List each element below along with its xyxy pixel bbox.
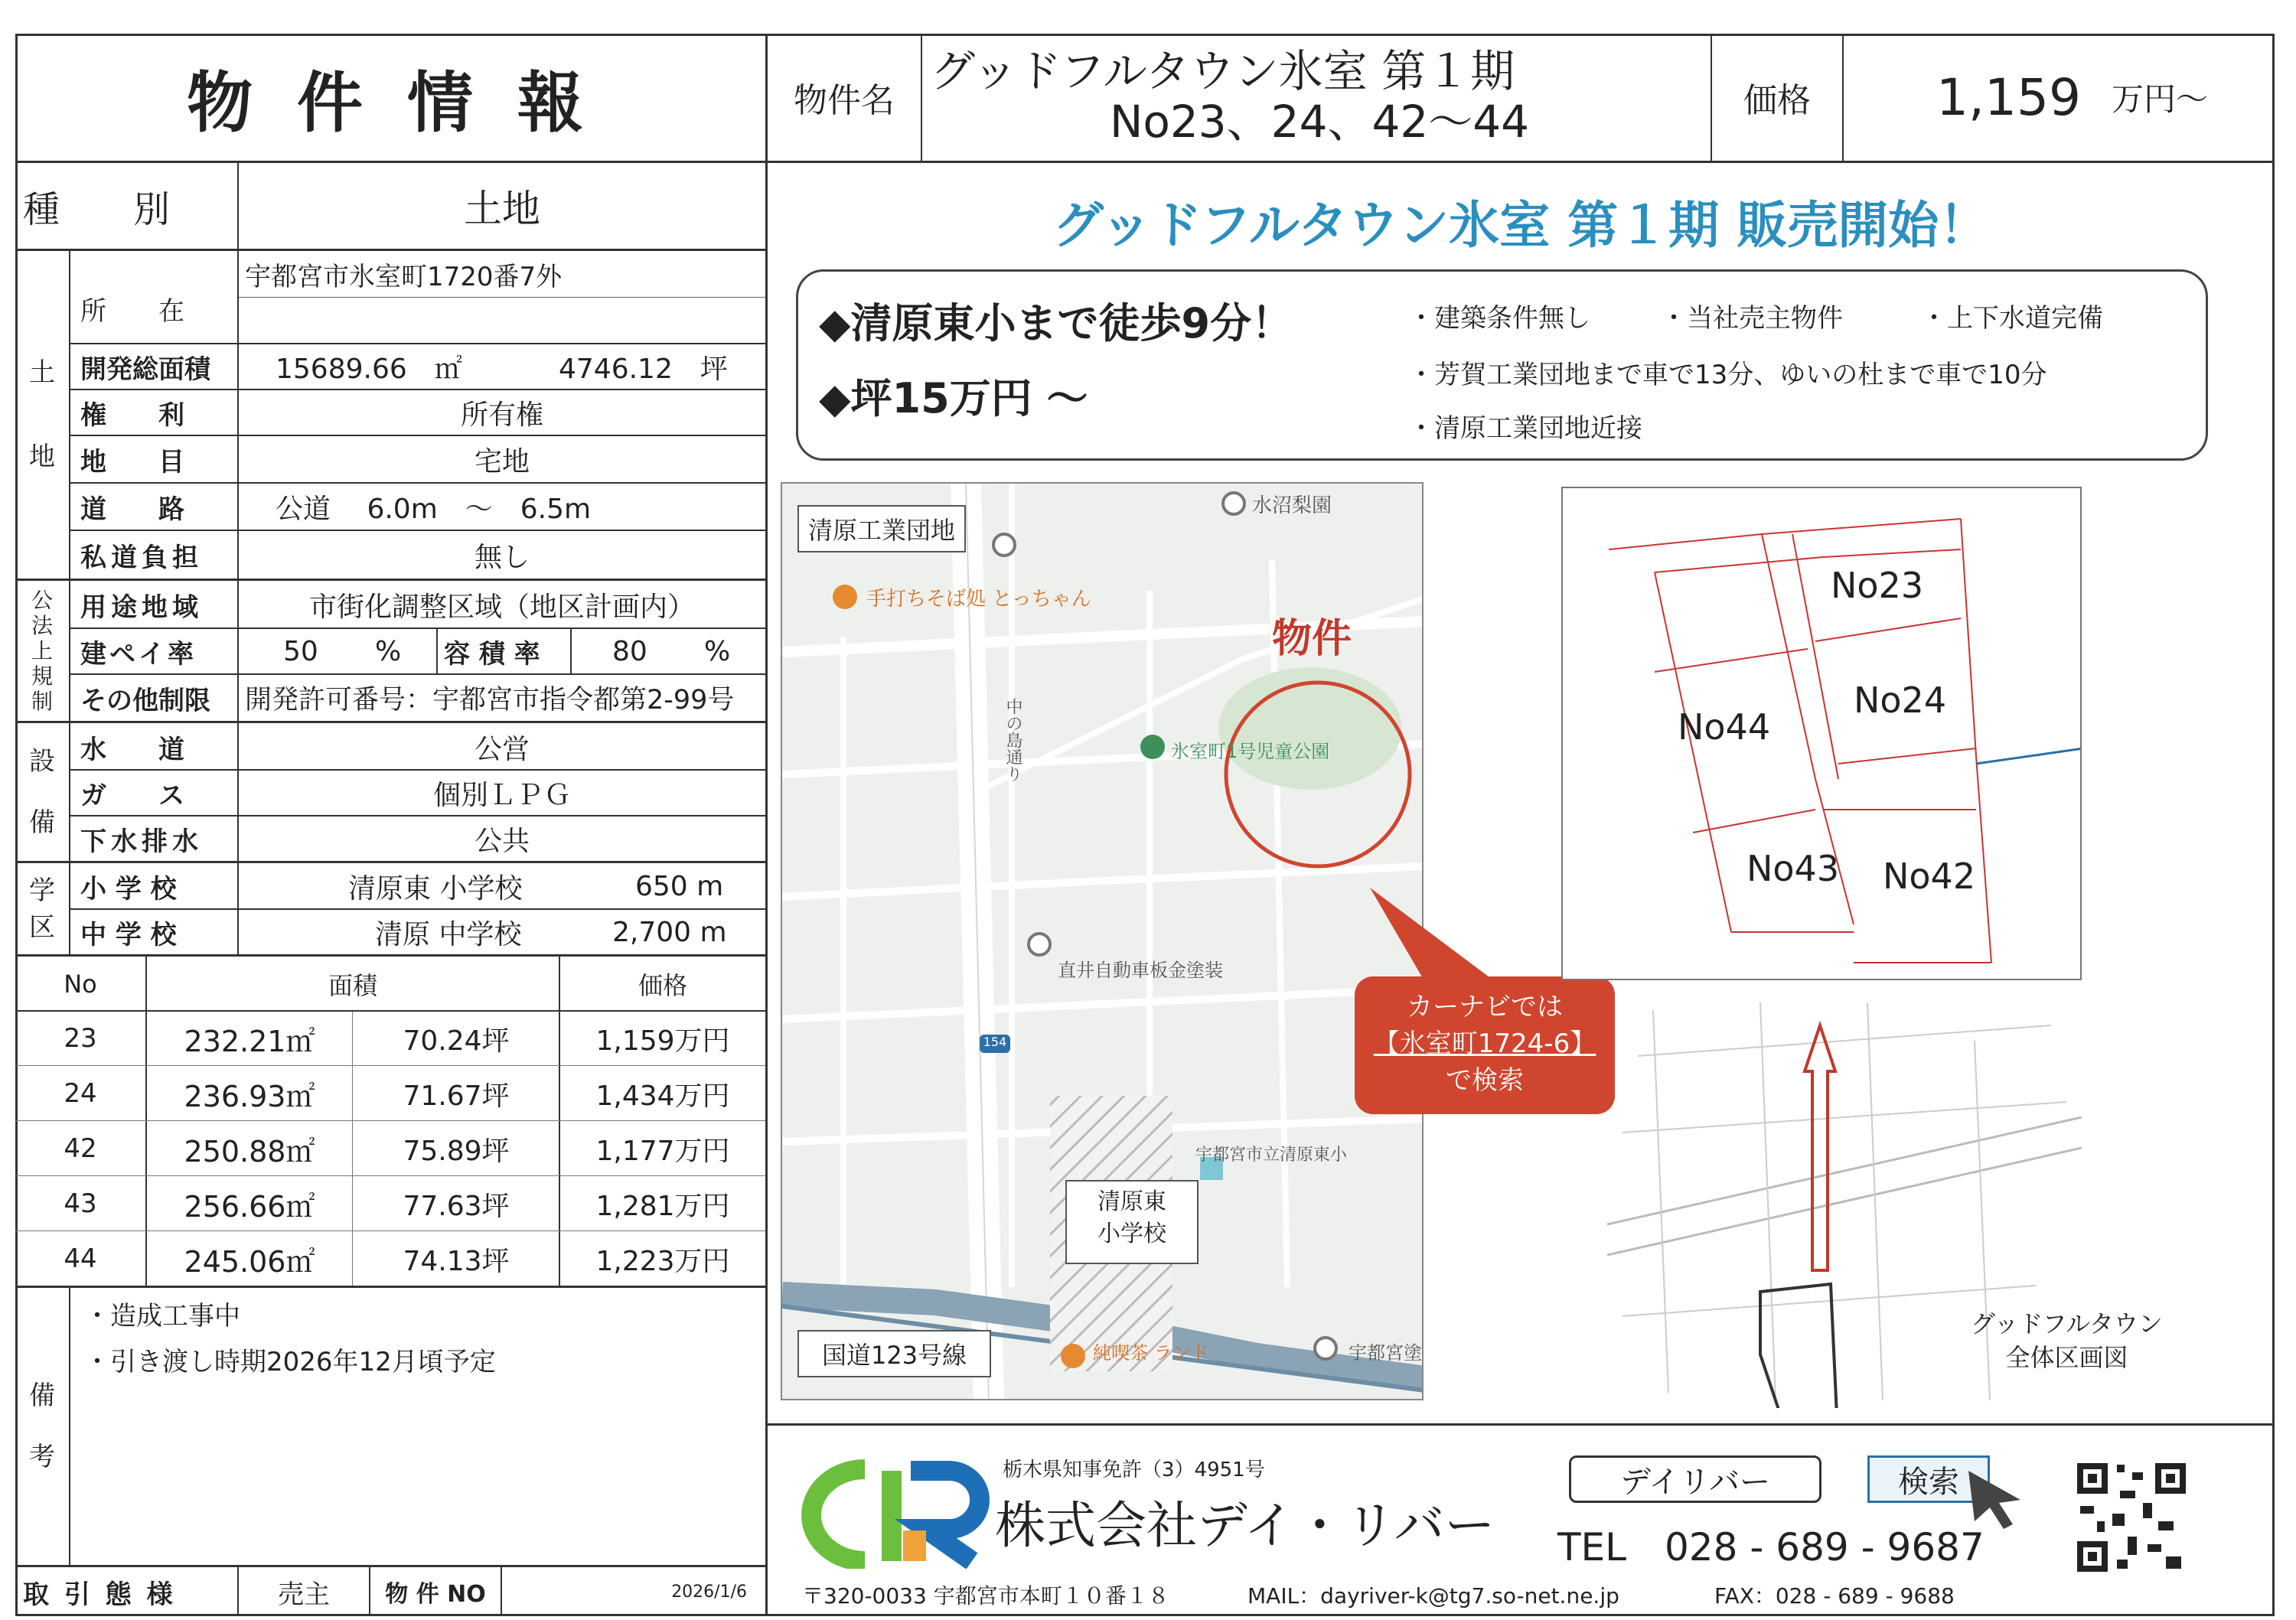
land-group-label: 土 地 bbox=[29, 357, 55, 472]
property-name bbox=[926, 46, 1707, 153]
map-label-route123: 国道123号線 bbox=[797, 1330, 991, 1377]
private-road-value: 無し bbox=[474, 541, 530, 573]
coverage-unit: % bbox=[375, 635, 402, 667]
water-value: 公営 bbox=[474, 733, 530, 765]
lot-label-no44: No44 bbox=[1678, 706, 1771, 748]
lot-price: 1,177万円 bbox=[595, 1135, 730, 1167]
far-unit: % bbox=[704, 635, 731, 667]
promo-headline: グッドフルタウン氷室 第１期 販売開始！ bbox=[1052, 195, 1990, 255]
promo-feature: ・上下水道完備 bbox=[1921, 303, 2103, 334]
gas-label: ガ ス bbox=[80, 780, 184, 811]
landcat-value: 宅地 bbox=[474, 445, 530, 478]
coverage-label: 建ペイ率 bbox=[80, 638, 197, 670]
far-label: 容 積 率 bbox=[444, 638, 540, 670]
navi-line3: で検索 bbox=[1446, 1065, 1524, 1096]
map-school-box: 清原東 小学校 bbox=[1065, 1180, 1199, 1264]
lot-area-m2: 236.93㎡ bbox=[184, 1079, 315, 1113]
company-logo bbox=[796, 1454, 995, 1569]
lot-no: 44 bbox=[64, 1244, 97, 1274]
type-value: 土地 bbox=[464, 187, 540, 231]
remarks-label: 備 考 bbox=[29, 1380, 55, 1472]
road-label: 道 路 bbox=[80, 494, 184, 525]
lot-area-tsubo: 71.67坪 bbox=[403, 1080, 510, 1112]
private-road-label: 私道負担 bbox=[80, 542, 203, 573]
map-label-auto: 直井自動車板金塗装 bbox=[1058, 960, 1223, 981]
road-value: 公道 6.0m 〜 6.5m bbox=[276, 493, 592, 525]
map-label-school: 宇都宮市立清原東小 bbox=[1195, 1146, 1348, 1165]
lot-area-m2: 250.88㎡ bbox=[184, 1134, 315, 1169]
lots-header-no: No bbox=[64, 970, 97, 999]
promo-feature: ・当社売主物件 bbox=[1661, 303, 1843, 334]
lot-area-tsubo: 75.89坪 bbox=[403, 1135, 510, 1167]
lot-no: 23 bbox=[64, 1023, 97, 1054]
transaction-value: 売主 bbox=[278, 1579, 330, 1610]
lot-area-m2: 232.21㎡ bbox=[184, 1024, 315, 1058]
gas-value: 個別ＬＰＧ bbox=[432, 779, 571, 811]
remarks-item: ・造成工事中 bbox=[84, 1301, 240, 1332]
facility-group-label: 設 備 bbox=[29, 746, 55, 838]
price-value bbox=[1852, 34, 2269, 161]
landcat-label: 地 目 bbox=[80, 446, 184, 478]
transaction-label: 取 引 態 様 bbox=[23, 1579, 176, 1610]
elementary-label: 小 学 校 bbox=[80, 874, 177, 905]
navi-line2: 【氷室町1724-6】 bbox=[1373, 1028, 1596, 1059]
company-address: 〒320-0033 宇都宮市本町１０番１８ bbox=[802, 1583, 1169, 1609]
lot-area-m2: 245.06㎡ bbox=[184, 1244, 315, 1279]
price-unit: 万円〜 bbox=[2111, 80, 2208, 118]
lot-no: 42 bbox=[64, 1133, 97, 1164]
company-license: 栃木県知事免許（3）4951号 bbox=[1003, 1459, 1265, 1481]
map-label-restaurant: 手打ちそば処 とっちゃん bbox=[866, 588, 1091, 611]
lot-price: 1,281万円 bbox=[595, 1190, 730, 1222]
lot-plan-lines bbox=[1563, 488, 2082, 980]
search-button[interactable]: 検索 bbox=[1867, 1455, 1990, 1503]
elementary-distance: 650 m bbox=[635, 871, 724, 902]
map-label-industrial: 清原工業団地 bbox=[797, 505, 966, 552]
route-154-icon: 154 bbox=[980, 1035, 1010, 1053]
dev-area-tsubo: 4746.12 坪 bbox=[559, 353, 728, 385]
junior-label: 中 学 校 bbox=[80, 919, 177, 950]
lot-price: 1,223万円 bbox=[595, 1245, 730, 1277]
map-label-park: 氷室町1号児童公園 bbox=[1171, 741, 1330, 762]
far-value: 80 bbox=[612, 635, 647, 667]
property-name-line1: グッドフルタウン氷室 第１期 bbox=[931, 45, 1515, 97]
map-label-utsunomiya: 宇都宮塗 bbox=[1349, 1342, 1422, 1364]
property-name-label: 物件名 bbox=[794, 81, 895, 120]
promo-feature: ・芳賀工業団地まで車で13分、ゆいの杜まで車で10分 bbox=[1408, 360, 2047, 390]
lot-label-no42: No42 bbox=[1883, 856, 1976, 897]
dev-area-m2: 15689.66 ㎡ bbox=[276, 353, 462, 385]
property-no-label: 物 件 NO bbox=[385, 1581, 486, 1608]
other-restriction-label: その他制限 bbox=[80, 685, 210, 716]
lot-label-no43: No43 bbox=[1746, 848, 1840, 889]
overall-plan-caption-line2: 全体区画図 bbox=[2005, 1343, 2128, 1372]
junior-distance: 2,700 m bbox=[612, 916, 727, 948]
location-label: 所 在 bbox=[80, 295, 184, 327]
dev-area-label: 開発総面積 bbox=[80, 354, 210, 385]
remarks-item: ・引き渡し時期2026年12月頃予定 bbox=[84, 1347, 496, 1377]
type-label: 種 別 bbox=[23, 187, 171, 231]
qr-code-icon bbox=[2074, 1460, 2189, 1575]
search-term-box: デイリバー bbox=[1569, 1455, 1821, 1503]
lot-area-m2: 256.66㎡ bbox=[184, 1189, 315, 1224]
promo-feature: ・建築条件無し bbox=[1408, 303, 1590, 334]
coverage-value: 50 bbox=[283, 635, 318, 667]
lot-price: 1,434万円 bbox=[595, 1080, 730, 1112]
company-fax: FAX：028 - 689 - 9688 bbox=[1714, 1583, 1955, 1609]
lot-plan bbox=[1561, 487, 2082, 980]
overall-plan-caption-line1: グッドフルタウン bbox=[1971, 1309, 2163, 1338]
zoning-value: 市街化調整区域（地区計画内） bbox=[308, 592, 695, 623]
lot-price: 1,159万円 bbox=[595, 1025, 730, 1057]
lot-label-no24: No24 bbox=[1854, 680, 1947, 721]
rights-label: 権 利 bbox=[80, 399, 184, 431]
promo-feature: ・清原工業団地近接 bbox=[1408, 413, 1642, 444]
regulation-group-label: 公 法 上 規 制 bbox=[31, 588, 53, 714]
lot-area-tsubo: 74.13坪 bbox=[403, 1245, 510, 1277]
promo-point-price: ◆坪15万円 〜 bbox=[819, 374, 1088, 422]
zoning-label: 用途地域 bbox=[80, 592, 203, 623]
overall-plan-caption bbox=[1971, 1307, 2163, 1374]
map-label-mizunuma: 水沼梨園 bbox=[1252, 494, 1332, 517]
school-group-label: 学 区 bbox=[29, 875, 55, 943]
lots-header-area: 面積 bbox=[328, 971, 377, 1000]
elementary-name: 清原東 小学校 bbox=[348, 873, 523, 905]
location-value: 宇都宮市氷室町1720番7外 bbox=[245, 261, 563, 292]
document-date: 2026/1/6 bbox=[671, 1582, 747, 1602]
lot-no: 43 bbox=[64, 1188, 97, 1219]
map-label-property: 物件 bbox=[1272, 616, 1352, 662]
lot-area-tsubo: 77.63坪 bbox=[403, 1190, 510, 1222]
water-label: 水 道 bbox=[80, 734, 184, 765]
company-mail: MAIL：dayriver-k@tg7.so-net.ne.jp bbox=[1247, 1583, 1619, 1609]
navi-callout bbox=[1355, 976, 1615, 1114]
lot-label-no23: No23 bbox=[1831, 565, 1924, 606]
sewer-value: 公共 bbox=[474, 825, 530, 857]
junior-name: 清原 中学校 bbox=[375, 918, 522, 950]
price-label: 価格 bbox=[1743, 81, 1811, 120]
navi-line1: カーナビでは bbox=[1407, 992, 1563, 1022]
lot-no: 24 bbox=[64, 1078, 97, 1109]
lots-header-price: 価格 bbox=[638, 971, 687, 1000]
price-number: 1,159 bbox=[1936, 67, 2081, 127]
map-label-cafe: 純喫茶 ランド bbox=[1093, 1342, 1209, 1364]
page-title: 物 件 情 報 bbox=[187, 65, 594, 142]
promo-point-walk: ◆清原東小まで徒歩9分！ bbox=[819, 299, 1293, 347]
rights-value: 所有権 bbox=[460, 399, 543, 431]
map-label-road: 中の島通り bbox=[1003, 698, 1022, 782]
area-map bbox=[781, 482, 1424, 1400]
company-name: 株式会社デイ・リバー bbox=[995, 1496, 1495, 1555]
other-restriction-value: 開発許可番号：宇都宮市指令都第2-99号 bbox=[245, 685, 735, 715]
lot-area-tsubo: 70.24坪 bbox=[403, 1025, 510, 1057]
property-name-line2: No23、24、42〜44 bbox=[1110, 96, 1530, 148]
company-tel: TEL 028 - 689 - 9687 bbox=[1557, 1525, 1985, 1569]
sewer-label: 下水排水 bbox=[80, 826, 203, 857]
